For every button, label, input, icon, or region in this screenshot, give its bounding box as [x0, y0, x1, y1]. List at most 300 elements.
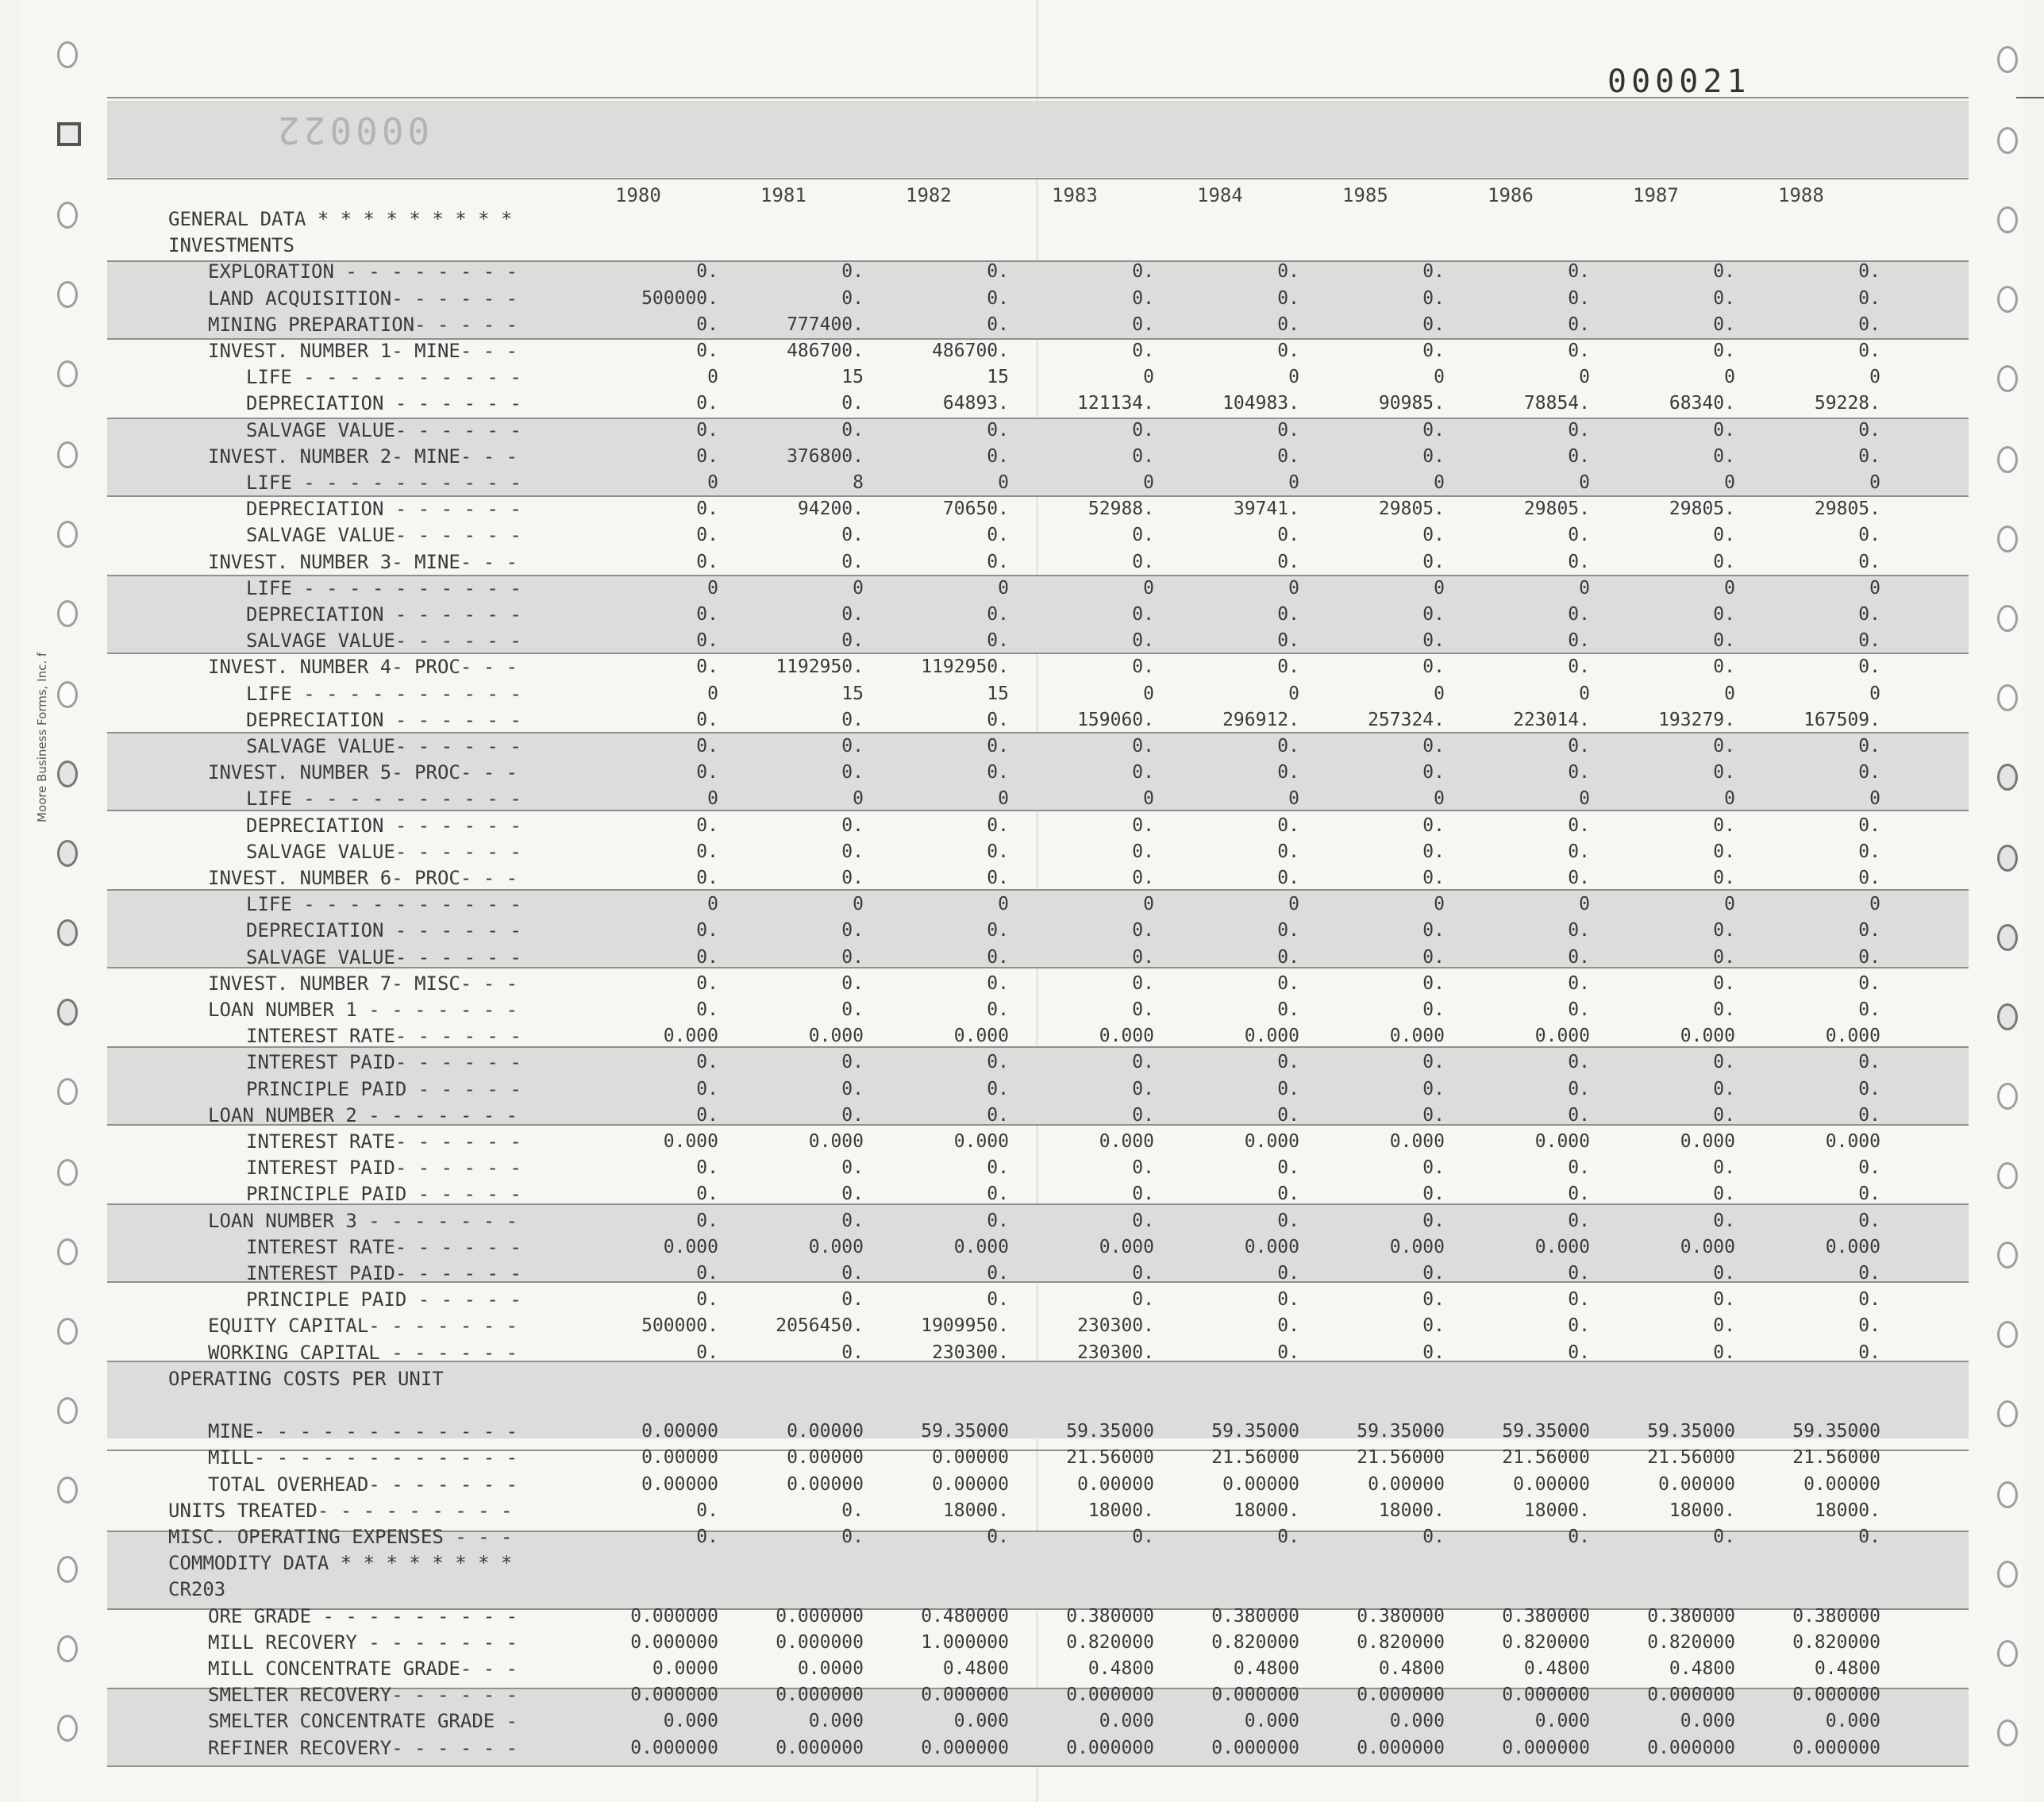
feed-hole — [57, 281, 78, 308]
cell-value: 0.000000 — [776, 1685, 864, 1706]
cell-value: 0. — [1132, 814, 1154, 836]
cell-value: 777400. — [787, 314, 864, 335]
cell-value: 0.000 — [1099, 1026, 1154, 1047]
cell-value: 0. — [1277, 1052, 1299, 1073]
row-label: LIFE - - - - - - - - - - — [246, 472, 522, 494]
cell-value: 0. — [987, 604, 1009, 625]
cell-value: 0 — [1288, 683, 1299, 704]
cell-value: 0. — [1568, 1104, 1590, 1126]
row-label: TOTAL OVERHEAD- - - - - - - — [208, 1473, 518, 1496]
cell-value: 1.000000 — [921, 1631, 1009, 1653]
cell-value: 0. — [1568, 946, 1590, 968]
cell-value: 0. — [1568, 841, 1590, 862]
cell-value: 39741. — [1233, 499, 1299, 520]
cell-value: 0. — [1568, 868, 1590, 888]
row-label: LAND ACQUISITION- - - - - - — [208, 287, 518, 310]
cell-value: 18000. — [1233, 1500, 1299, 1521]
cell-value: 0. — [1568, 1315, 1590, 1337]
cell-value: 1192950. — [776, 656, 864, 678]
cell-value: 0. — [1422, 341, 1445, 361]
cell-value: 0. — [841, 1342, 864, 1363]
cell-value: 0. — [1277, 972, 1299, 994]
cell-value: 0.000000 — [1792, 1737, 1880, 1758]
cell-value: 0. — [1277, 1157, 1299, 1179]
cell-value: 0. — [841, 1078, 864, 1099]
cell-value: 0.000 — [1534, 1711, 1590, 1732]
cell-value: 0. — [1132, 1263, 1154, 1284]
cell-value: 0 — [1288, 788, 1299, 810]
cell-value: 500000. — [641, 1315, 718, 1337]
cell-value: 0. — [696, 1104, 718, 1126]
cell-value: 0. — [987, 814, 1009, 836]
cell-value: 0 — [1724, 788, 1735, 810]
cell-value: 0. — [1713, 999, 1735, 1020]
cell-value: 0.000000 — [1211, 1685, 1299, 1706]
cell-value: 0. — [1132, 868, 1154, 888]
cell-value: 0.4800 — [1814, 1658, 1880, 1679]
cell-value: 0. — [1568, 1210, 1590, 1231]
feed-hole — [57, 360, 78, 387]
cell-value: 0. — [1422, 1315, 1445, 1337]
cell-value: 0.000000 — [1647, 1685, 1735, 1706]
cell-value: 59.35000 — [1357, 1421, 1445, 1442]
feed-hole — [57, 681, 78, 708]
cell-value: 0.380000 — [1211, 1605, 1299, 1627]
cell-value: 0.000000 — [1211, 1737, 1299, 1758]
cell-value: 0.000 — [663, 1236, 718, 1257]
cell-value: 0. — [696, 1210, 718, 1231]
cell-value: 0 — [1869, 367, 1880, 388]
cell-value: 0. — [1277, 604, 1299, 625]
cell-value: 0. — [987, 868, 1009, 888]
cell-value: 0. — [1568, 972, 1590, 994]
cell-value: 0. — [841, 972, 864, 994]
cell-value: 0. — [696, 1289, 718, 1311]
feed-hole — [1997, 764, 2018, 791]
row-label: REFINER RECOVERY- - - - - - — [208, 1736, 518, 1759]
cell-value: 0. — [841, 1289, 864, 1311]
cell-value: 0. — [1568, 1157, 1590, 1179]
cell-value: 0. — [987, 551, 1009, 572]
cell-value: 0. — [1277, 1184, 1299, 1205]
cell-value: 0. — [696, 841, 718, 862]
cell-value: 0. — [1132, 999, 1154, 1020]
cell-value: 0. — [696, 630, 718, 652]
cell-value: 18000. — [1523, 1500, 1590, 1521]
cell-value: 0. — [1568, 1342, 1590, 1363]
cell-value: 0. — [1277, 736, 1299, 757]
cell-value: 0. — [1132, 1157, 1154, 1179]
cell-value: 0. — [1858, 1078, 1880, 1099]
cell-value: 0.4800 — [1378, 1658, 1445, 1679]
cell-value: 0 — [1869, 894, 1880, 915]
cell-value: 0. — [841, 1500, 864, 1521]
row-label: DEPRECIATION - - - - - - — [246, 603, 522, 626]
cell-value: 0. — [1858, 261, 1880, 283]
cell-value: 0. — [1713, 868, 1735, 888]
cell-value: 0 — [1288, 472, 1299, 493]
cell-value: 0. — [1713, 287, 1735, 309]
cell-value: 0. — [1422, 1210, 1445, 1231]
cell-value: 0. — [841, 525, 864, 546]
registration-square — [57, 122, 81, 146]
cell-value: 0.820000 — [1211, 1631, 1299, 1653]
cell-value: 0. — [696, 868, 718, 888]
feed-hole — [1997, 605, 2018, 632]
cell-value: 0. — [841, 551, 864, 572]
row-label: MILL CONCENTRATE GRADE- - - — [208, 1658, 518, 1680]
cell-value: 0. — [1422, 972, 1445, 994]
cell-value: 0 — [1143, 472, 1154, 493]
row-label: INVEST. NUMBER 1- MINE- - - — [208, 340, 518, 362]
cell-value: 0.000 — [663, 1026, 718, 1047]
row-label: INTEREST PAID- - - - - - — [246, 1157, 522, 1180]
cell-value: 0.000 — [1099, 1131, 1154, 1152]
cell-value: 0. — [1713, 1052, 1735, 1073]
cell-value: 0.000000 — [776, 1737, 864, 1758]
feed-hole — [1997, 1083, 2018, 1110]
form-number: 000021 — [1607, 64, 1751, 100]
feed-hole — [1997, 684, 2018, 711]
cell-value: 0. — [696, 261, 718, 283]
cell-value: 0 — [707, 472, 718, 493]
cell-value: 230300. — [932, 1342, 1009, 1363]
cell-value: 21.56000 — [1211, 1447, 1299, 1469]
cell-value: 1909950. — [921, 1315, 1009, 1337]
cell-value: 0. — [1132, 551, 1154, 572]
cell-value: 0. — [696, 393, 718, 414]
cell-value: 0. — [1713, 1289, 1735, 1311]
cell-value: 0. — [841, 1157, 864, 1179]
feed-hole — [1997, 1242, 2018, 1269]
cell-value: 0. — [696, 445, 718, 467]
cell-value: 0.000 — [953, 1026, 1009, 1047]
cell-value: 0. — [1132, 762, 1154, 784]
row-label: MILL- - - - - - - - - - - - — [208, 1446, 518, 1469]
cell-value: 0.000 — [808, 1026, 864, 1047]
row-label: INVEST. NUMBER 5- PROC- - - — [208, 761, 518, 784]
year-header: 1980 — [615, 184, 661, 206]
year-header: 1983 — [1052, 184, 1098, 206]
cell-value: 0 — [1579, 788, 1590, 810]
cell-value: 0. — [987, 972, 1009, 994]
cell-value: 0.4800 — [1523, 1658, 1590, 1679]
cell-value: 0.000 — [808, 1131, 864, 1152]
row-label: DEPRECIATION - - - - - - — [246, 392, 522, 415]
cell-value: 0. — [987, 630, 1009, 652]
cell-value: 0. — [1422, 736, 1445, 757]
cell-value: 0. — [1568, 762, 1590, 784]
cell-value: 0.000000 — [630, 1685, 718, 1706]
row-label: SALVAGE VALUE- - - - - - — [246, 630, 522, 653]
cell-value: 59.35000 — [1066, 1421, 1154, 1442]
cell-value: 0. — [1568, 604, 1590, 625]
cell-value: 0. — [1858, 946, 1880, 968]
feed-hole — [57, 1238, 78, 1265]
cell-value: 0. — [1422, 1052, 1445, 1073]
year-header: 1988 — [1778, 184, 1824, 206]
cell-value: 59.35000 — [1502, 1421, 1590, 1442]
cell-value: 0.00000 — [932, 1447, 1009, 1469]
row-label: MINING PREPARATION- - - - - — [208, 313, 518, 336]
cell-value: 0. — [1713, 630, 1735, 652]
cell-value: 0. — [1713, 972, 1735, 994]
cell-value: 0.820000 — [1502, 1631, 1590, 1653]
cell-value: 0. — [1132, 1527, 1154, 1547]
cell-value: 0 — [707, 894, 718, 915]
cell-value: 230300. — [1077, 1342, 1154, 1363]
cell-value: 0.00000 — [1513, 1473, 1590, 1495]
cell-value: 0. — [696, 972, 718, 994]
cell-value: 0 — [1724, 577, 1735, 599]
cell-value: 0. — [1713, 1527, 1735, 1547]
feed-hole — [1997, 924, 2018, 951]
cell-value: 0 — [1579, 894, 1590, 915]
cell-value: 0. — [987, 1289, 1009, 1311]
cell-value: 0 — [1579, 577, 1590, 599]
row-label: EQUITY CAPITAL- - - - - - - — [208, 1315, 518, 1338]
cell-value: 0. — [1858, 630, 1880, 652]
feed-hole — [1997, 1162, 2018, 1189]
cell-value: 0. — [987, 1527, 1009, 1547]
cell-value: 0 — [707, 367, 718, 388]
cell-value: 0.00000 — [641, 1421, 718, 1442]
cell-value: 0.000 — [1389, 1236, 1445, 1257]
cell-value: 0. — [1858, 419, 1880, 441]
cell-value: 0. — [1858, 1342, 1880, 1363]
cell-value: 0. — [841, 630, 864, 652]
cell-value: 376800. — [787, 445, 864, 467]
feed-hole — [57, 999, 78, 1026]
cell-value: 296912. — [1222, 709, 1299, 730]
cell-value: 0 — [1288, 577, 1299, 599]
row-label: SMELTER CONCENTRATE GRADE - — [208, 1710, 518, 1733]
feed-hole — [57, 600, 78, 627]
cell-value: 29805. — [1669, 499, 1735, 520]
row-label: DEPRECIATION - - - - - - — [246, 919, 522, 942]
cell-value: 0. — [1132, 1078, 1154, 1099]
year-header: 1984 — [1197, 184, 1243, 206]
feed-hole — [57, 840, 78, 867]
feed-hole — [1997, 1640, 2018, 1667]
cell-value: 0. — [1858, 1263, 1880, 1284]
cell-value: 0. — [1568, 287, 1590, 309]
cell-value: 0. — [1568, 1184, 1590, 1205]
cell-value: 0. — [1132, 341, 1154, 361]
cell-value: 0. — [1713, 419, 1735, 441]
feed-hole — [57, 41, 78, 68]
feed-hole — [57, 1715, 78, 1742]
cell-value: 94200. — [797, 499, 864, 520]
cell-value: 0.000 — [1825, 1711, 1880, 1732]
cell-value: 0. — [1422, 551, 1445, 572]
cell-value: 21.56000 — [1792, 1447, 1880, 1469]
cell-value: 0.000 — [1680, 1026, 1735, 1047]
cell-value: 0. — [1277, 341, 1299, 361]
cell-value: 0. — [1422, 1104, 1445, 1126]
cell-value: 0. — [1858, 841, 1880, 862]
cell-value: 0.000000 — [921, 1685, 1009, 1706]
cell-value: 0. — [696, 604, 718, 625]
cell-value: 0. — [1568, 1527, 1590, 1547]
cell-value: 0. — [1132, 525, 1154, 546]
cell-value: 193279. — [1658, 709, 1735, 730]
cell-value: 0 — [998, 577, 1009, 599]
cell-value: 0. — [1713, 1184, 1735, 1205]
cell-value: 0. — [1568, 1289, 1590, 1311]
cell-value: 159060. — [1077, 709, 1154, 730]
cell-value: 0. — [1277, 551, 1299, 572]
cell-value: 0. — [1132, 972, 1154, 994]
cell-value: 0. — [1277, 1315, 1299, 1337]
cell-value: 0. — [841, 841, 864, 862]
cell-value: 0. — [1277, 445, 1299, 467]
feed-hole — [1997, 845, 2018, 872]
cell-value: 0. — [1422, 1527, 1445, 1547]
cell-value: 21.56000 — [1357, 1447, 1445, 1469]
cell-value: 0 — [853, 788, 864, 810]
cell-value: 0. — [1858, 736, 1880, 757]
feed-hole — [57, 1159, 78, 1186]
cell-value: 0. — [1713, 261, 1735, 283]
cell-value: 0. — [987, 1157, 1009, 1179]
cell-value: 0. — [1568, 630, 1590, 652]
feed-hole — [57, 1318, 78, 1345]
cell-value: 0. — [987, 999, 1009, 1020]
cell-value: 0.820000 — [1647, 1631, 1735, 1653]
cell-value: 0. — [1713, 1078, 1735, 1099]
row-label: GENERAL DATA * * * * * * * * * — [168, 208, 513, 230]
cell-value: 0. — [987, 1104, 1009, 1126]
cell-value: 0.000000 — [776, 1605, 864, 1627]
cell-value: 0. — [1713, 814, 1735, 836]
cell-value: 0.000000 — [1357, 1685, 1445, 1706]
cell-value: 0. — [841, 1052, 864, 1073]
cell-value: 0.380000 — [1066, 1605, 1154, 1627]
cell-value: 0.000 — [1244, 1026, 1299, 1047]
cell-value: 0. — [1858, 314, 1880, 335]
cell-value: 0. — [1858, 341, 1880, 361]
cell-value: 0. — [987, 920, 1009, 941]
cell-value: 0. — [1713, 762, 1735, 784]
row-label: OPERATING COSTS PER UNIT — [168, 1367, 444, 1390]
cell-value: 0. — [1277, 1289, 1299, 1311]
cell-value: 0 — [1869, 472, 1880, 493]
cell-value: 0. — [987, 1210, 1009, 1231]
cell-value: 64893. — [942, 393, 1009, 414]
cell-value: 0 — [1869, 788, 1880, 810]
cell-value: 0. — [1858, 1104, 1880, 1126]
cell-value: 0. — [1422, 920, 1445, 941]
row-label: SALVAGE VALUE- - - - - - — [246, 840, 522, 863]
cell-value: 0 — [1724, 472, 1735, 493]
cell-value: 0. — [987, 1184, 1009, 1205]
row-label: ORE GRADE - - - - - - - - - — [208, 1604, 518, 1627]
cell-value: 0. — [1422, 999, 1445, 1020]
cell-value: 104983. — [1222, 393, 1299, 414]
cell-value: 0. — [696, 419, 718, 441]
cell-value: 0. — [1858, 1052, 1880, 1073]
cell-value: 0.000 — [1244, 1131, 1299, 1152]
cell-value: 121134. — [1077, 393, 1154, 414]
feed-hole — [57, 1477, 78, 1504]
cell-value: 0. — [1858, 525, 1880, 546]
cell-value: 0. — [1277, 999, 1299, 1020]
cell-value: 0.000000 — [630, 1737, 718, 1758]
cell-value: 0. — [1713, 1315, 1735, 1337]
horizontal-rule — [107, 1765, 1969, 1767]
row-label: PRINCIPLE PAID - - - - - — [246, 1288, 522, 1311]
feed-hole — [1997, 1719, 2018, 1746]
edge-tick — [2016, 97, 2044, 98]
feed-hole — [1997, 286, 2018, 313]
cell-value: 0 — [1143, 683, 1154, 704]
cell-value: 59.35000 — [1792, 1421, 1880, 1442]
cell-value: 0. — [1422, 1078, 1445, 1099]
cell-value: 0. — [1277, 1527, 1299, 1547]
cell-value: 0. — [987, 314, 1009, 335]
cell-value: 167509. — [1803, 709, 1880, 730]
cell-value: 0. — [987, 1078, 1009, 1099]
cell-value: 0. — [696, 1078, 718, 1099]
row-label: WORKING CAPITAL - - - - - - — [208, 1341, 518, 1364]
horizontal-rule — [107, 889, 1969, 891]
cell-value: 0.000 — [1389, 1711, 1445, 1732]
cell-value: 0 — [1434, 894, 1445, 915]
cell-value: 0. — [1568, 814, 1590, 836]
cell-value: 0. — [1422, 1184, 1445, 1205]
cell-value: 0.000 — [808, 1236, 864, 1257]
cell-value: 0. — [841, 1210, 864, 1231]
cell-value: 0 — [1579, 472, 1590, 493]
row-label: INVEST. NUMBER 6- PROC- - - — [208, 867, 518, 889]
cell-value: 0.480000 — [921, 1605, 1009, 1627]
cell-value: 0. — [1713, 1342, 1735, 1363]
cell-value: 59.35000 — [1647, 1421, 1735, 1442]
cell-value: 0. — [1713, 445, 1735, 467]
row-label: MINE- - - - - - - - - - - - — [208, 1420, 518, 1443]
cell-value: 0 — [1869, 683, 1880, 704]
cell-value: 1192950. — [921, 656, 1009, 678]
cell-value: 0. — [987, 419, 1009, 441]
cell-value: 78854. — [1523, 393, 1590, 414]
cell-value: 0. — [696, 1342, 718, 1363]
cell-value: 18000. — [1087, 1500, 1154, 1521]
cell-value: 0. — [1568, 341, 1590, 361]
cell-value: 0. — [1132, 736, 1154, 757]
cell-value: 0. — [1132, 630, 1154, 652]
cell-value: 0. — [696, 920, 718, 941]
cell-value: 0. — [1277, 419, 1299, 441]
cell-value: 0. — [1713, 1104, 1735, 1126]
cell-value: 0. — [987, 525, 1009, 546]
cell-value: 0 — [1579, 683, 1590, 704]
feed-hole — [57, 919, 78, 946]
cell-value: 0. — [841, 946, 864, 968]
cell-value: 0.000 — [1244, 1711, 1299, 1732]
cell-value: 0. — [841, 287, 864, 309]
cell-value: 21.56000 — [1647, 1447, 1735, 1469]
cell-value: 0.4800 — [1669, 1658, 1735, 1679]
cell-value: 0.820000 — [1792, 1631, 1880, 1653]
cell-value: 0. — [1422, 604, 1445, 625]
cell-value: 2056450. — [776, 1315, 864, 1337]
cell-value: 0. — [841, 868, 864, 888]
cell-value: 0.00000 — [932, 1473, 1009, 1495]
cell-value: 0 — [1434, 683, 1445, 704]
cell-value: 0.000000 — [1792, 1685, 1880, 1706]
cell-value: 223014. — [1513, 709, 1590, 730]
